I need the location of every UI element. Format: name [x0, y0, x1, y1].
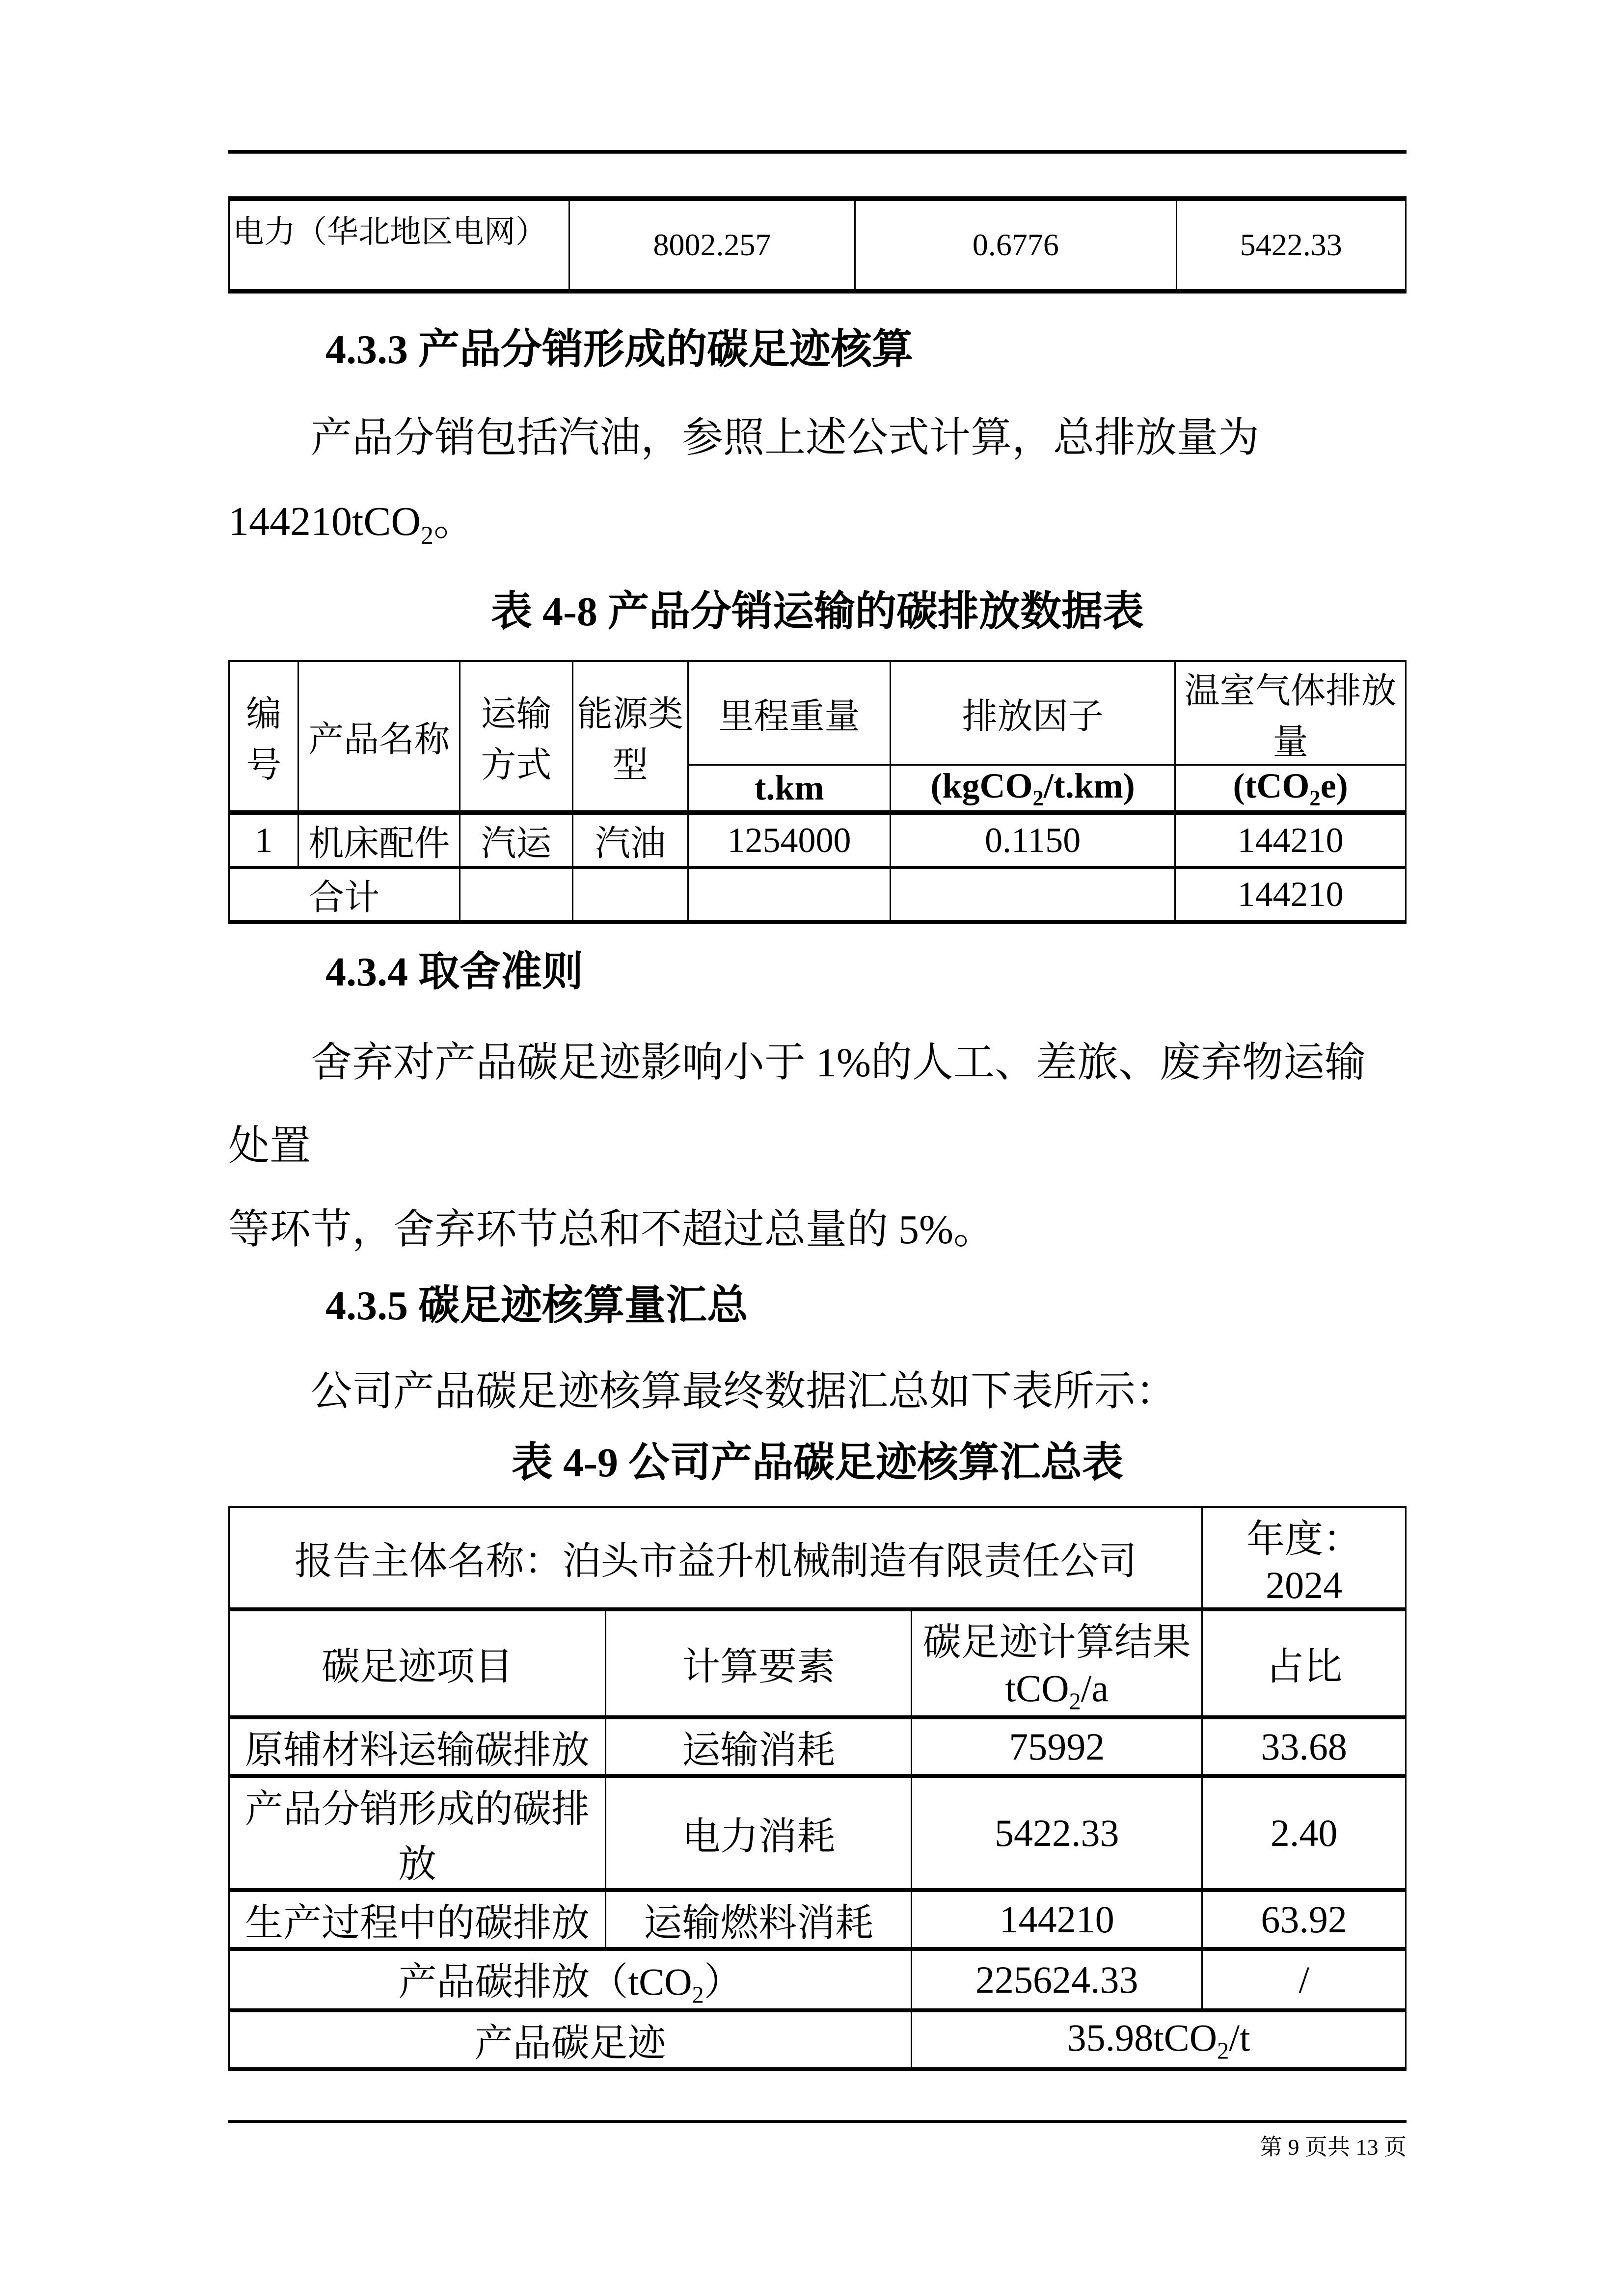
paragraph-434 [228, 1021, 1407, 1272]
paragraph-line: 公司产品碳足迹核算最终数据汇总如下表所示： [311, 1369, 1177, 1415]
table-row [229, 813, 1406, 868]
paragraph-line: 等环节，舍弃环节总和不超过总量的 5%。 [228, 1207, 995, 1253]
total-label-cell: 合计 [229, 867, 460, 922]
table-footprint-row [229, 2010, 1406, 2069]
index-cell: 1 [229, 813, 298, 868]
item-cell: 原辅材料运输碳排放 [229, 1717, 606, 1776]
element-cell: 电力消耗 [606, 1776, 912, 1890]
energy-source-cell: 电力（华北地区电网） [229, 199, 569, 292]
section-heading-435: 4.3.5 碳足迹核算量汇总 [325, 1283, 749, 1329]
table-4-8 [228, 660, 1407, 924]
document-page [228, 0, 1407, 2071]
col-header-energy-type: 能源类型 [572, 661, 688, 813]
page-number: 第 9 页共 13 页 [1260, 2135, 1407, 2160]
footprint-label-cell: 产品碳足迹 [229, 2010, 912, 2069]
item-cell: 产品分销形成的碳排放 [229, 1776, 606, 1890]
col-header-product: 产品名称 [298, 661, 460, 813]
section-heading-434: 4.3.4 取舍准则 [325, 949, 584, 995]
carryover-emission-table [228, 196, 1407, 294]
report-subject-cell: 报告主体名称：泊头市益升机械制造有限责任公司 [229, 1507, 1202, 1609]
ghg-amount-cell: 144210 [1175, 813, 1406, 868]
col-header-mileage-weight: 里程重量 [688, 661, 890, 765]
result-cell: 5422.33 [912, 1776, 1202, 1890]
item-cell: 生产过程中的碳排放 [229, 1890, 606, 1949]
col-header-transport-mode: 运输方式 [460, 661, 572, 813]
paragraph-line: 144210tCO$_2$。 [228, 499, 475, 550]
table-4-9-caption: 表 4-9 公司产品碳足迹核算汇总表 [512, 1440, 1123, 1486]
section-heading-433: 4.3.3 产品分销形成的碳足迹核算 [325, 327, 914, 373]
ratio-cell: 63.92 [1202, 1890, 1406, 1949]
table-4-8-caption: 表 4-8 产品分销运输的碳排放数据表 [491, 588, 1144, 635]
emission-total-ratio-cell: / [1202, 1949, 1406, 2011]
table-total-row [229, 867, 1406, 922]
report-year-cell: 年度： 2024 [1202, 1507, 1406, 1609]
unit-tco2e: (tCO$_2$e) [1175, 765, 1406, 812]
ratio-cell: 2.40 [1202, 1776, 1406, 1890]
table-subject-row [229, 1507, 1406, 1609]
emission-factor-cell: 0.6776 [855, 199, 1176, 292]
table-header-row [229, 1609, 1406, 1717]
result-cell: 144210 [912, 1890, 1202, 1949]
ratio-cell: 33.68 [1202, 1717, 1406, 1776]
empty-cell [891, 867, 1175, 922]
result-cell: 75992 [912, 1717, 1202, 1776]
col-header-index: 编号 [229, 661, 298, 813]
table-row [229, 1776, 1406, 1890]
total-value-cell: 144210 [1175, 867, 1406, 922]
emission-total-label-cell: 产品碳排放（tCO$_2$） [229, 1949, 912, 2011]
empty-cell [572, 867, 688, 922]
table-emission-total-row [229, 1949, 1406, 2011]
unit-tkm: t.km [688, 765, 890, 812]
col-header-ratio: 占比 [1202, 1609, 1406, 1717]
consumption-cell: 8002.257 [569, 199, 855, 292]
table-row [229, 1717, 1406, 1776]
table-row [229, 1890, 1406, 1949]
header-rule [228, 150, 1407, 154]
empty-cell [688, 867, 890, 922]
energy-type-cell: 汽油 [572, 813, 688, 868]
emission-amount-cell: 5422.33 [1176, 199, 1406, 292]
table-row [229, 199, 1406, 292]
transport-mode-cell: 汽运 [460, 813, 572, 868]
mileage-weight-cell: 1254000 [688, 813, 890, 868]
paragraph-line: 产品分销包括汽油，参照上述公式计算，总排放量为 [311, 415, 1260, 461]
col-header-emission-factor: 排放因子 [891, 661, 1175, 765]
table-4-9 [228, 1506, 1407, 2071]
emission-factor-cell: 0.1150 [891, 813, 1175, 868]
col-header-calc-element: 计算要素 [606, 1609, 912, 1717]
element-cell: 运输燃料消耗 [606, 1890, 912, 1949]
product-cell: 机床配件 [298, 813, 460, 868]
page-footer [228, 2120, 1407, 2162]
paragraph-435 [228, 1350, 1407, 1434]
paragraph-line: 舍弃对产品碳足迹影响小于 1%的人工、差旅、废弃物运输处置 [228, 1040, 1366, 1170]
footer-rule [228, 2120, 1407, 2123]
table-header-row [229, 661, 1406, 765]
col-header-calc-result: 碳足迹计算结果 tCO$_2$/a [912, 1609, 1202, 1717]
empty-cell [460, 867, 572, 922]
element-cell: 运输消耗 [606, 1717, 912, 1776]
paragraph-433 [228, 397, 1407, 578]
unit-kgco2-tkm: (kgCO$_2$/t.km) [891, 765, 1175, 812]
footprint-value-cell: 35.98tCO$_2$/t [912, 2010, 1406, 2069]
col-header-ghg-amount: 温室气体排放 量 [1175, 661, 1406, 765]
col-header-footprint-item: 碳足迹项目 [229, 1609, 606, 1717]
emission-total-value-cell: 225624.33 [912, 1949, 1202, 2011]
